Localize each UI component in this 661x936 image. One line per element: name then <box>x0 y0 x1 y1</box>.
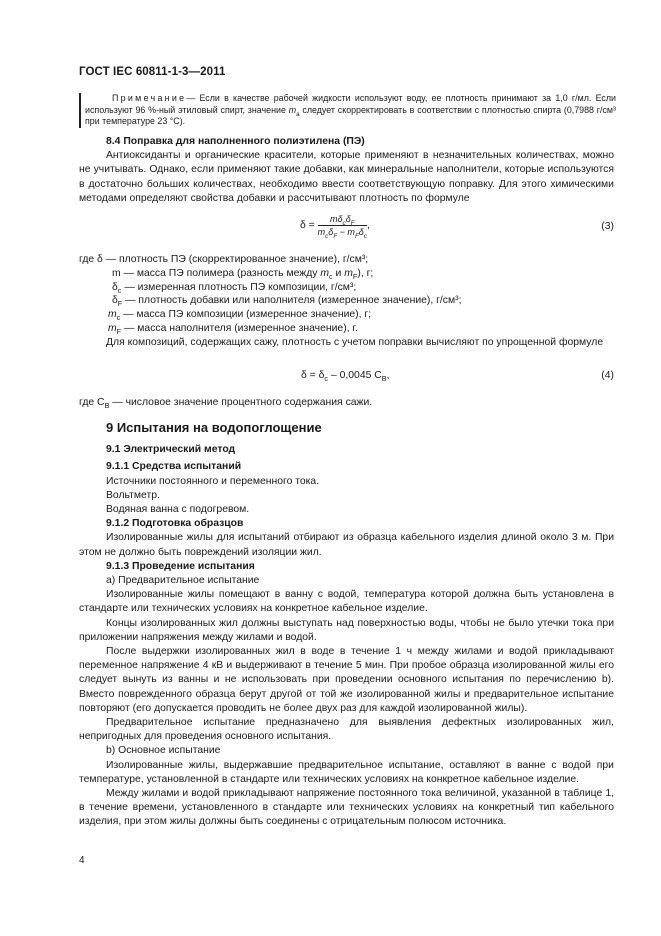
paragraph-3: После выдержки изолированных жил в воде в течение 1 ч между жилами и водой прикладывают переменное напряжение 4 кВ и выдерживают в течение 5 мин. При пробое образца изолированной жилы его следует вынуть из ванны и не использовать при проведении основного испытания по перечислению b). Вместо поврежденного образца берут другой от той же изолированной жилы и предварительное испытание повторяют (его допускается проводить не более двух раз для каждой изолированной жилы). <box>79 646 614 714</box>
section-8-4-title: 8.4 Поправка для наполненного полиэтилена (ПЭ) <box>106 136 365 147</box>
formula-3: δ = $\frac{m\delta_c\delta_F}{m_c\delta_F - m_F\delta_c}$ , (3) <box>300 214 614 240</box>
section-9-title: 9 Испытания на водопоглощение <box>106 420 322 435</box>
paragraph-6: Между жилами и водой прикладывают напряжение постоянного тока величиной, указанной в таблице 1, в течение времени, установленного в стандарте или технических условиях на конкретный тип кабельного изделия, при этом жилы должны быть соединены с отрицательным полюсом источника. <box>79 788 614 828</box>
note-text-1: — Если в качестве рабочей жидкости используют воду, ее плотность принимают за 1,0 г/мл. Если используют 96 %-ный этиловый спирт, значение <box>85 93 616 115</box>
def-delta: где δ — плотность ПЭ (скорректированное значение), г/см³; <box>79 254 369 265</box>
sample-prep-paragraph: Изолированные жилы для испытаний отбирают из образца кабельного изделия длиной около 3 м. При этом не должно быть повреждений изоляции жил. <box>79 532 614 558</box>
def-delta-c: $\delta_c$ — измеренная плотность ПЭ композиции, г/см³; <box>112 281 357 295</box>
formula-3-number: (3) <box>601 221 614 232</box>
formula-definitions <box>79 253 614 336</box>
note-block <box>79 93 616 128</box>
page-number: 4 <box>79 855 85 866</box>
paragraph-1: Изолированные жилы помещают в ванну с водой, температура которой должна быть установлена в стандарте или технических условиях на конкретное кабельное изделие. <box>79 589 614 615</box>
note-symbol-sub: a <box>296 110 300 118</box>
soot-paragraph: Для композиций, содержащих сажу, плотность с учетом поправки вычисляют по упрощенной формуле <box>106 337 604 348</box>
section-9-1-3-title: 9.1.3 Проведение испытания <box>106 560 255 572</box>
document-header: ГОСТ IEC 60811-1-3—2011 <box>79 66 226 78</box>
note-label: Примечание <box>112 93 187 103</box>
section-8-4 <box>79 135 614 206</box>
equipment-item-3: Водяная ванна с подогревом. <box>106 504 250 516</box>
def-m-c: $m_c$ — масса ПЭ композиции (измеренное значение), г; <box>108 309 372 323</box>
paragraph-5: Изолированные жилы, выдержавшие предварительное испытание, оставляют в ванне с водой при температуре, установленной в стандарте или технических условиях на конкретное кабельное изделие. <box>79 759 614 785</box>
main-test-label: b) Основное испытание <box>106 745 221 757</box>
def-delta-f: $\delta_F$ — плотность добавки или наполнителя (измеренное значение), г/см³; <box>112 295 462 309</box>
section-8-4-paragraph: Антиоксиданты и органические красители, которые применяют в незначительных количествах, можно не учитывать. Однако, если применяют такие добавки, как минеральные наполнители, которые используются в достаточно больших количествах, необходимо ввести соответствующую поправку. Для этого химическими методами определяют свойства добавки и рассчитывают плотность по формуле <box>79 150 614 204</box>
note-symbol: m <box>288 104 297 115</box>
def-m-f: $m_F$ — масса наполнителя (измеренное значение), г. <box>108 322 358 337</box>
formula-3-fraction: $\frac{m\delta_c\delta_F}{m_c\delta_F - m_F\delta_c}$ <box>317 214 367 240</box>
formula-4-number: (4) <box>601 370 614 381</box>
formula-4: $\delta = \delta_c - 0,0045$ $C_B$, (4) <box>301 370 614 384</box>
def-m: m — масса ПЭ полимера (разность между $m_c$ и $m_F$), г; <box>112 267 374 281</box>
equipment-item-2: Вольтметр. <box>106 489 160 501</box>
equipment-item-1: Источники постоянного и переменного тока. <box>106 475 320 487</box>
note-text-2: следует скорректировать в соответствии с плотностью спирта (0,7988 г/см³ при температуре 23 °C). <box>85 104 616 127</box>
section-9-1-2-title: 9.1.2 Подготовка образцов <box>106 518 244 530</box>
section-9-1-title: 9.1 Электрический метод <box>106 444 236 456</box>
paragraph-4: Предварительное испытание предназначено для выявления дефектных изолированных жил, непригодных для проведения основного испытания. <box>79 717 614 743</box>
cb-definition: где $C_B$ — числовое значение процентного содержания сажи. <box>79 397 373 411</box>
section-9 <box>79 421 614 830</box>
section-9-1-1-title: 9.1.1 Средства испытаний <box>106 461 242 473</box>
paragraph-2: Концы изолированных жил должны выступать над поверхностью воды, чтобы не было утечки тока при приложении напряжения между жилами и водой. <box>79 617 614 643</box>
preliminary-test-label: a) Предварительное испытание <box>106 575 260 587</box>
